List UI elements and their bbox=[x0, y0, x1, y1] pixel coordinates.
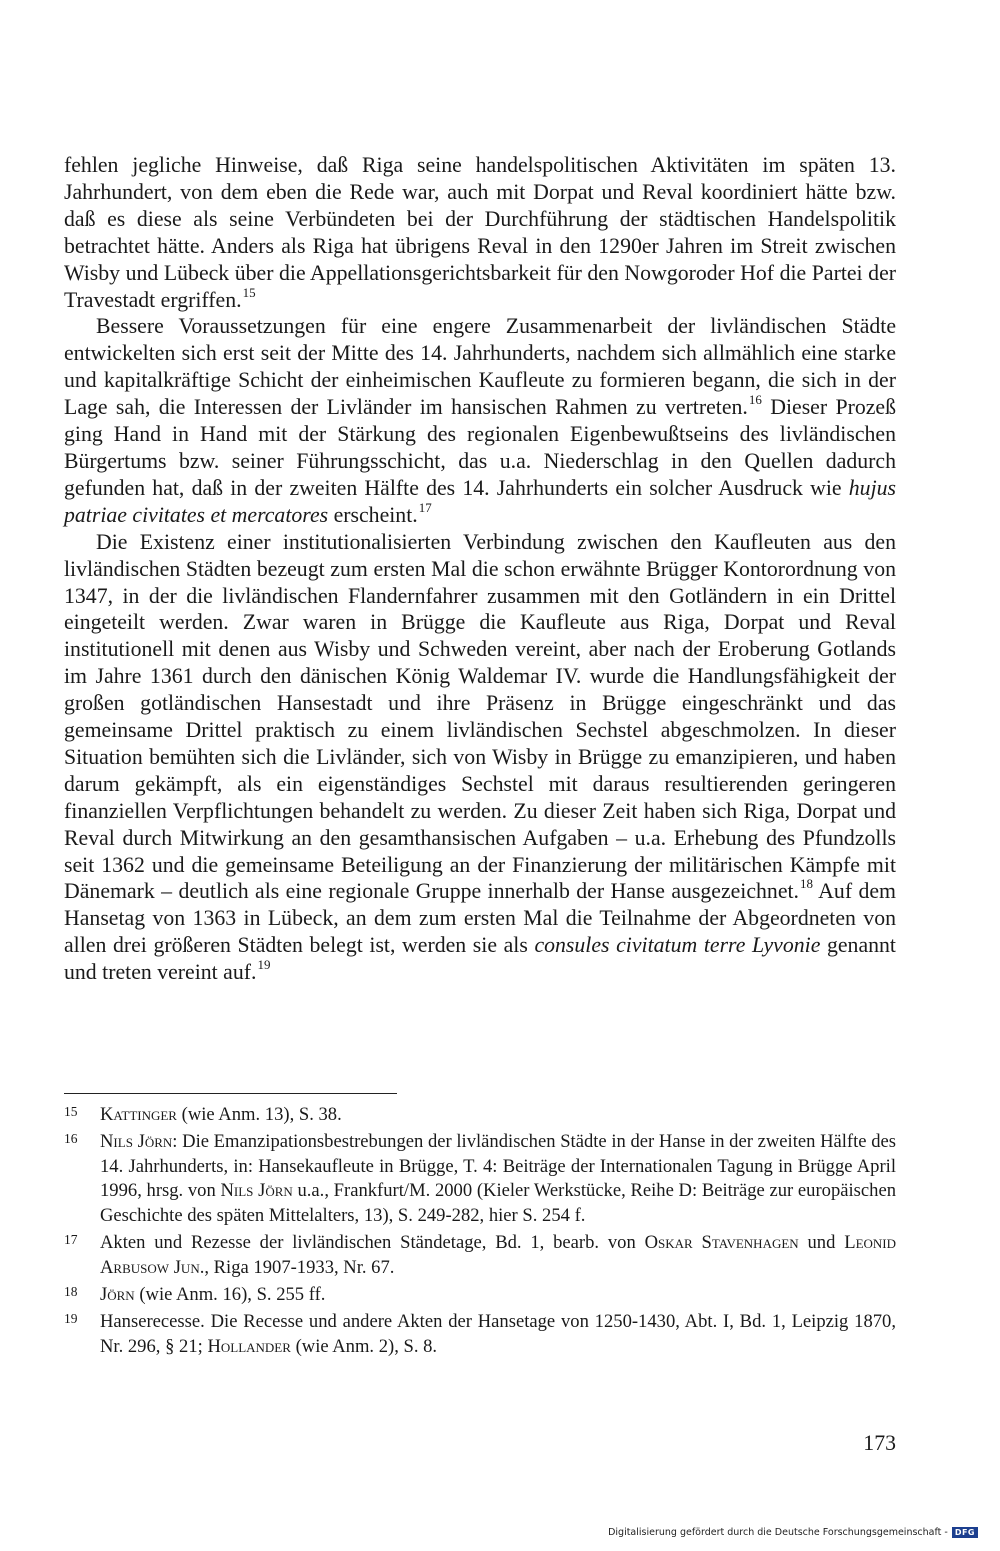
author-name: Leonid Arbusow Jun. bbox=[100, 1232, 897, 1278]
footnote-ref-17[interactable]: 17 bbox=[418, 499, 432, 515]
funding-note: Digitalisierung gefördert durch die Deutsche Forschungsgemeinschaft - bbox=[608, 1527, 948, 1538]
footnote-number: 16 bbox=[64, 1131, 78, 1147]
footnote-number: 17 bbox=[64, 1232, 78, 1248]
footnote-text-a: : Die Emanzipationsbestrebungen der livländischen Städte in der Hanse in der zweiten Hälfte des 14. Jahrhunderts, in: Hansekaufleute in Brügge, T. 4: Beiträge der Internationalen Tagung in Brügge April 1996, hrsg. von bbox=[100, 1131, 896, 1202]
footnote-text bbox=[100, 1103, 896, 1128]
footnote-text bbox=[100, 1283, 896, 1308]
paragraph-1 bbox=[64, 152, 896, 313]
author-name: Nils Jörn bbox=[220, 1180, 293, 1202]
footnote-text-b: (wie Anm. 2), S. 8. bbox=[290, 1335, 438, 1357]
footnote-text bbox=[100, 1130, 896, 1228]
paragraph-3-text-b: Auf dem Hansetag von 1363 in Lübeck, an dem zum ersten Mal die Teilnahme der Abgeordneten von allen drei größeren Städten belegt ist, werden sie als bbox=[64, 879, 896, 958]
footnote-separator bbox=[64, 1093, 397, 1094]
footnote-text-b: und bbox=[798, 1232, 845, 1254]
author-name: Kattinger bbox=[100, 1104, 177, 1125]
paragraph-2 bbox=[64, 313, 896, 528]
footnote-ref-15[interactable]: 15 bbox=[242, 284, 256, 300]
footnote-18 bbox=[64, 1283, 896, 1308]
footnote-text bbox=[100, 1310, 896, 1359]
footnote-text-a: Akten und Rezesse der livländischen Ständetage, Bd. 1, bearb. von bbox=[100, 1232, 645, 1254]
footnote-ref-19[interactable]: 19 bbox=[257, 957, 271, 973]
paragraph-3-text-a: Die Existenz einer institutionalisierten Verbindung zwischen den Kaufleuten aus den livländischen Städten bezeugt zum ersten Mal die schon erwähnte Brügger Kontorordnung von 1347, in der die livländischen Flandernfahrer zusammen mit den Gotländern in ein Drittel eingeteilt werden. Zwar waren in Brügge die Kaufleute aus Riga, Dorpat und Reval institutionell mit denen aus Wisby und Schweden vereint, aber nach der Eroberung Gotlands im Jahre 1361 durch den dänischen König Waldemar IV. wurde die Handlungsfähigkeit der großen gotländischen Hansestadt und ihre Präsenz in Brügge eingeschränkt und das gemeinsame Drittel praktisch zu einem livländischen Sechstel abgeschmolzen. In dieser Situation bemühten sich die Livländer, sich von Wisby in Brügge zu emanzipieren, und haben darum gekämpft, als ein eigenständiges Sechstel mit daraus resultierenden geringeren finanziellen Verpflichtungen behandelt zu werden. Zu dieser Zeit haben sich Riga, Dorpat und Reval durch Mitwirkung an den gesamthansischen Aufgaben – u.a. Erhebung des Pfundzolls seit 1362 und die gemeinsame Beteiligung an der Finanzierung der militärischen Kämpfe mit Dänemark – deutlich als eine regionale Gruppe innerhalb der Hanse ausgezeichnet. bbox=[64, 529, 896, 904]
author-name: Hollander bbox=[207, 1335, 291, 1357]
footnote-text-c: , Riga 1907-1933, Nr. 67. bbox=[204, 1256, 395, 1278]
footnote-19 bbox=[64, 1310, 896, 1359]
main-text bbox=[64, 152, 896, 986]
author-name: Oskar Stavenhagen bbox=[644, 1232, 799, 1254]
footnote-text-rest: (wie Anm. 16), S. 255 ff. bbox=[134, 1283, 326, 1305]
footnote-17 bbox=[64, 1231, 896, 1280]
dfg-logo: DFG bbox=[952, 1527, 978, 1538]
paragraph-2-text-b: Dieser Prozeß ging Hand in Hand mit der Stärkung des regionalen Eigenbewußtseins des livländischen Bürgertums bzw. seiner Führungsschicht, das u.a. Niederschlag in den Quellen dadurch gefunden hat, daß in der zweiten Hälfte des 14. Jahrhunderts ein solcher Ausdruck wie bbox=[64, 395, 896, 500]
paragraph-3-text-c: genannt und treten vereint auf. bbox=[64, 933, 896, 985]
paragraph-2-text-a: Bessere Voraussetzungen für eine engere Zusammenarbeit der livländischen Städte entwickelten sich erst seit der Mitte des 14. Jahrhunderts, nachdem sich allmählich eine starke und kapitalkräftige Schicht der einheimischen Kaufleute zu formieren begann, die sich in der Lage sah, die Interessen der Livländer im hansischen Rahmen zu vertreten. bbox=[64, 314, 896, 420]
footnote-text-a: Hanserecesse. Die Recesse und andere Akten der Hansetage von 1250-1430, Abt. I, Bd. 1, Leipzig 1870, Nr. 296, § 21; bbox=[100, 1311, 896, 1357]
footnote-text-rest: (wie Anm. 13), S. 38. bbox=[176, 1104, 342, 1125]
footnote-number: 18 bbox=[64, 1283, 78, 1299]
paragraph-2-text-c: erscheint. bbox=[328, 502, 418, 527]
paragraph-1-text: fehlen jegliche Hinweise, daß Riga seine handelspolitischen Aktivitäten im späten 13. Jahrhundert, von dem eben die Rede war, auch mit Dorpat und Reval koordiniert hätte bzw. daß es diese als seine Verbündeten bei der Durchführung der städtischen Handelspolitik betrachtet hätte. Anders als Riga hat übrigens Reval in den 1290er Jahren im Streit zwischen Wisby und Lübeck über die Appellationsgerichtsbarkeit für den Nowgoroder Hof die Partei der Travestadt ergriffen. bbox=[64, 153, 896, 312]
funding-credit bbox=[608, 1527, 978, 1538]
footnote-ref-18[interactable]: 18 bbox=[800, 876, 813, 892]
author-name: Jörn bbox=[100, 1283, 135, 1305]
author-name: Nils Jörn bbox=[100, 1131, 173, 1153]
footnote-16 bbox=[64, 1130, 896, 1228]
footnote-number: 19 bbox=[64, 1311, 78, 1327]
latin-phrase: hujus patriae civitates et mercatores bbox=[64, 475, 896, 527]
latin-phrase: consules civitatum terre Lyvonie bbox=[534, 933, 821, 958]
page-number: 173 bbox=[863, 1431, 896, 1455]
footnotes bbox=[64, 1103, 896, 1362]
paragraph-3 bbox=[64, 529, 896, 986]
footnote-text bbox=[100, 1231, 896, 1280]
footnote-number: 15 bbox=[64, 1104, 78, 1119]
footnote-ref-16[interactable]: 16 bbox=[748, 392, 762, 408]
footnote-text-b: u.a., Frankfurt/M. 2000 (Kieler Werkstücke, Reihe D: Beiträge zur europäischen Geschichte des späten Mittelalters, 13), S. 249-282, hier S. 254 f. bbox=[100, 1180, 897, 1226]
footnote-15 bbox=[64, 1103, 896, 1128]
